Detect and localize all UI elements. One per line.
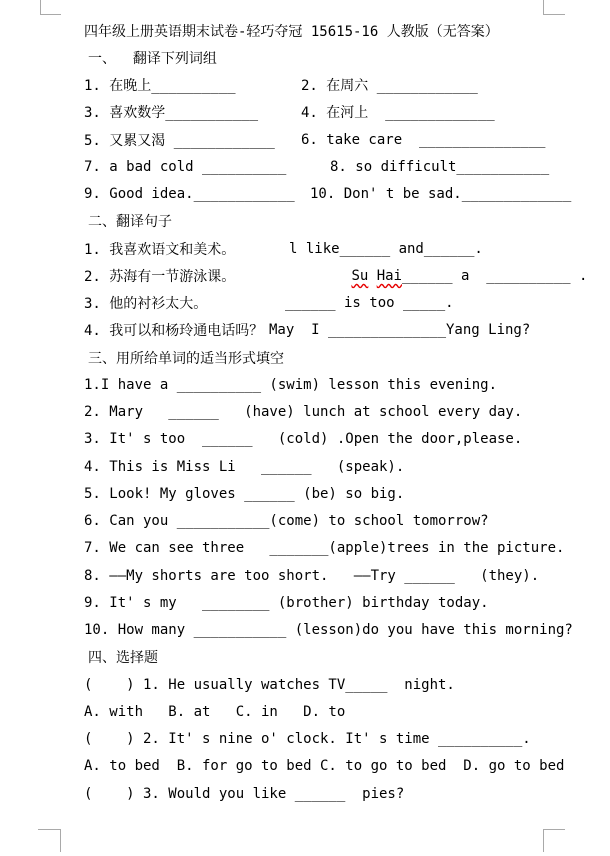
fill-blank-9: 9. It' s my ________ (brother) birthday today. [84,594,489,611]
sentence-4-english: May I ______________Yang Ling? [269,322,531,339]
phrase-item-5: 5. 又累又渴 ____________ [84,132,275,149]
choice-options-line[interactable] [84,698,590,725]
section-3-heading[interactable] [84,344,590,371]
sentence-1-english: l like______ and______. [289,240,483,257]
fill-blank-line[interactable] [84,589,590,616]
spellcheck-word-su: Su [351,267,369,284]
fill-blank-3: 3. It' s too ______ (cold) .Open the door,please. [84,431,523,448]
phrase-item-10: 10. Don' t be sad._____________ [310,186,572,203]
section-4-heading[interactable] [84,644,590,671]
translate-phrase-row[interactable] [84,126,590,153]
choice-options-2: A. to bed B. for go to bed C. to go to bed D. go to bed [84,758,565,775]
sentence-3-chinese: 3. 他的衬衫太大。 [84,296,208,313]
sentence-2-chinese: 2. 苏海有一节游泳课。 [84,268,236,285]
margin-corner-mark-bottom-right [543,829,565,852]
fill-blank-4: 4. This is Miss Li ______ (speak). [84,458,405,475]
translate-phrase-row[interactable] [84,153,590,180]
document-body [84,17,590,807]
exam-title-text: 四年级上册英语期末试卷-轻巧夺冠 15615-16 人教版（无答案） [84,23,499,40]
choice-question-3: ( ) 3. Would you like ______ pies? [84,785,405,802]
fill-blank-line[interactable] [84,535,590,562]
margin-corner-mark-top-left [40,0,61,15]
fill-blank-7: 7. We can see three _______(apple)trees in the picture. [84,540,565,557]
translate-sentence-row[interactable] [84,262,590,289]
fill-blank-10: 10. How many ___________ (lesson)do you have this morning? [84,622,573,639]
translate-phrase-row[interactable] [84,72,590,99]
phrase-item-7: 7. a bad cold __________ [84,158,287,175]
phrase-item-8: 8. so difficult___________ [330,158,550,175]
section-4-heading-text: 四、选择题 [88,650,158,667]
choice-options-1: A. with B. at C. in D. to [84,703,346,720]
fill-blank-5: 5. Look! My gloves ______ (be) so big. [84,485,405,502]
phrase-item-9: 9. Good idea.____________ [84,186,295,203]
fill-blank-line[interactable] [84,453,590,480]
phrase-item-1: 1. 在晚上__________ [84,78,236,95]
translate-phrase-row[interactable] [84,99,590,126]
sentence-3-english: ______ is too _____. [285,295,454,312]
phrase-item-2: 2. 在周六 ____________ [301,78,478,95]
fill-blank-6: 6. Can you ___________(come) to school tomorrow? [84,513,489,530]
fill-blank-line[interactable] [84,371,590,398]
phrase-item-6: 6. take care _______________ [301,131,546,148]
fill-blank-line[interactable] [84,426,590,453]
section-1-heading[interactable] [84,44,590,71]
fill-blank-8: 8. ——My shorts are too short. ——Try ______ (they). [84,567,540,584]
translate-phrase-row[interactable] [84,181,590,208]
phrase-item-4: 4. 在河上 _____________ [301,105,495,122]
section-2-heading[interactable] [84,208,590,235]
spellcheck-word-hai: Hai [376,267,402,284]
exam-title[interactable] [84,17,590,44]
fill-blank-2: 2. Mary ______ (have) lunch at school every day. [84,404,523,421]
fill-blank-line[interactable] [84,562,590,589]
section-1-heading-text: 一、 翻译下列词组 [88,50,217,67]
fill-blank-line[interactable] [84,480,590,507]
sentence-1-chinese: 1. 我喜欢语文和美术。 [84,241,236,258]
translate-sentence-row[interactable] [84,290,590,317]
fill-blank-line[interactable] [84,508,590,535]
margin-corner-mark-bottom-left [38,829,61,852]
section-2-heading-text: 二、翻译句子 [88,214,172,231]
choice-question-line[interactable] [84,671,590,698]
choice-question-line[interactable] [84,726,590,753]
choice-question-1: ( ) 1. He usually watches TV_____ night. [84,676,455,693]
sentence-4-chinese: 4. 我可以和杨玲通电话吗？ [84,323,264,340]
sentence-2-english-rest: ______ a __________ . [401,267,588,284]
fill-blank-line[interactable] [84,617,590,644]
fill-blank-1: 1.I have a __________ (swim) lesson this evening. [84,376,498,393]
phrase-item-3: 3. 喜欢数学___________ [84,105,259,122]
choice-question-2: ( ) 2. It' s nine o' clock. It' s time __________. [84,731,531,748]
choice-options-line[interactable] [84,753,590,780]
margin-corner-mark-top-right [543,0,565,15]
choice-question-line[interactable] [84,780,590,807]
section-3-heading-text: 三、用所给单词的适当形式填空 [88,350,284,367]
translate-sentence-row[interactable] [84,317,590,344]
fill-blank-line[interactable] [84,399,590,426]
